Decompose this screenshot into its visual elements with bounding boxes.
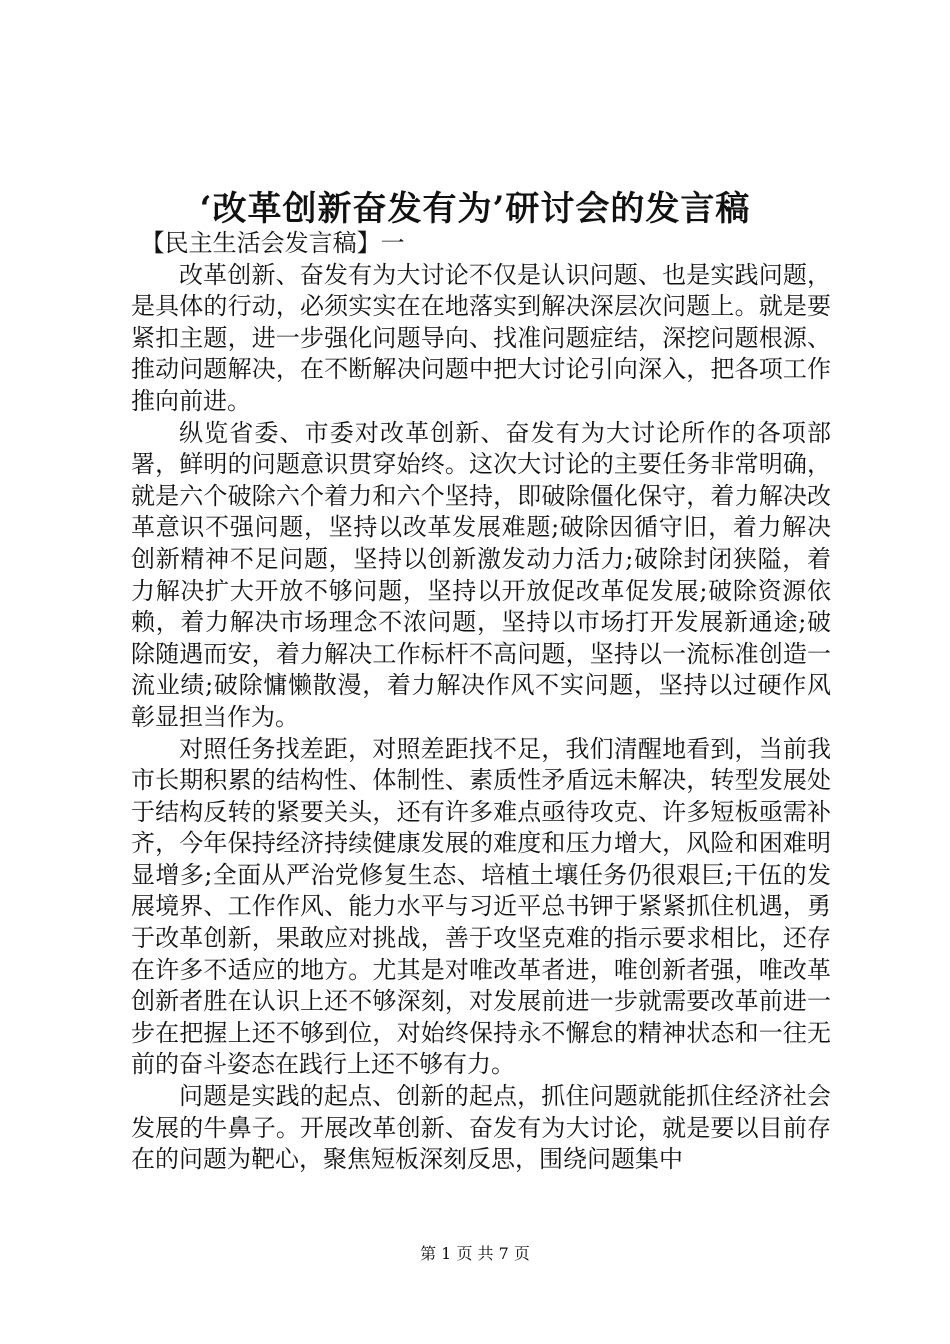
- document-body: [131, 228, 831, 1176]
- section-heading: 【民主生活会发言稿】一: [140, 229, 405, 257]
- paragraph-2: 纵览省委、市委对改革创新、奋发有为大讨论所作的各项部署，鲜明的问题意识贯穿始终。这次大讨论的主要任务非常明确，就是六个破除六个着力和六个坚持，即破除僵化保守，着力解决改革意识不强问题，坚持以改革发展难题;破除因循守旧，着力解决创新精神不足问题，坚持以创新激发动力活力;破除封闭狭隘，着力解决扩大开放不够问题，坚持以开放促改革促发展;破除资源依赖，着力解决市场理念不浓问题，坚持以市场打开发展新通途;破除随遇而安，着力解决工作标杆不高问题，坚持以一流标准创造一流业绩;破除慵懒散漫，着力解决作风不实问题，坚持以过硬作风彰显担当作为。: [131, 418, 831, 731]
- document-title: ‘改革创新奋发有为’研讨会的发言稿: [199, 189, 751, 229]
- paragraph-1: 改革创新、奋发有为大讨论不仅是认识问题、也是实践问题，是具体的行动，必须实实在在地落实到解决深层次问题上。就是要紧扣主题，进一步强化问题导向、找准问题症结，深挖问题根源、推动问题解决，在不断解决问题中把大讨论引向深入，把各项工作推向前进。: [131, 260, 831, 415]
- paragraph-4: 问题是实践的起点、创新的起点，抓住问题就能抓住经济社会发展的牛鼻子。开展改革创新、奋发有为大讨论，就是要以目前存在的问题为靶心，聚焦短板深刻反思，围绕问题集中: [131, 1082, 831, 1174]
- paragraph-3: 对照任务找差距，对照差距找不足，我们清醒地看到，当前我市长期积累的结构性、体制性、素质性矛盾远未解决，转型发展处于结构反转的紧要关头，还有许多难点亟待攻克、许多短板亟需补齐，今年保持经济持续健康发展的难度和压力增大，风险和困难明显增多;全面从严治党修复生态、培植土壤任务仍很艰巨;干伍的发展境界、工作作风、能力水平与习近平总书钾于紧紧抓住机遇，勇于改革创新，果敢应对挑战，善于攻坚克难的指示要求相比，还存在许多不适应的地方。尤其是对唯改革者进，唯创新者强，唯改革创新者胜在认识上还不够深刻，对发展前进一步就需要改革前进一步在把握上还不够到位，对始终保持永不懈怠的精神状态和一往无前的奋斗姿态在践行上还不够有力。: [131, 734, 831, 1079]
- page-number-footer: 第 1 页 共 7 页: [420, 1244, 530, 1263]
